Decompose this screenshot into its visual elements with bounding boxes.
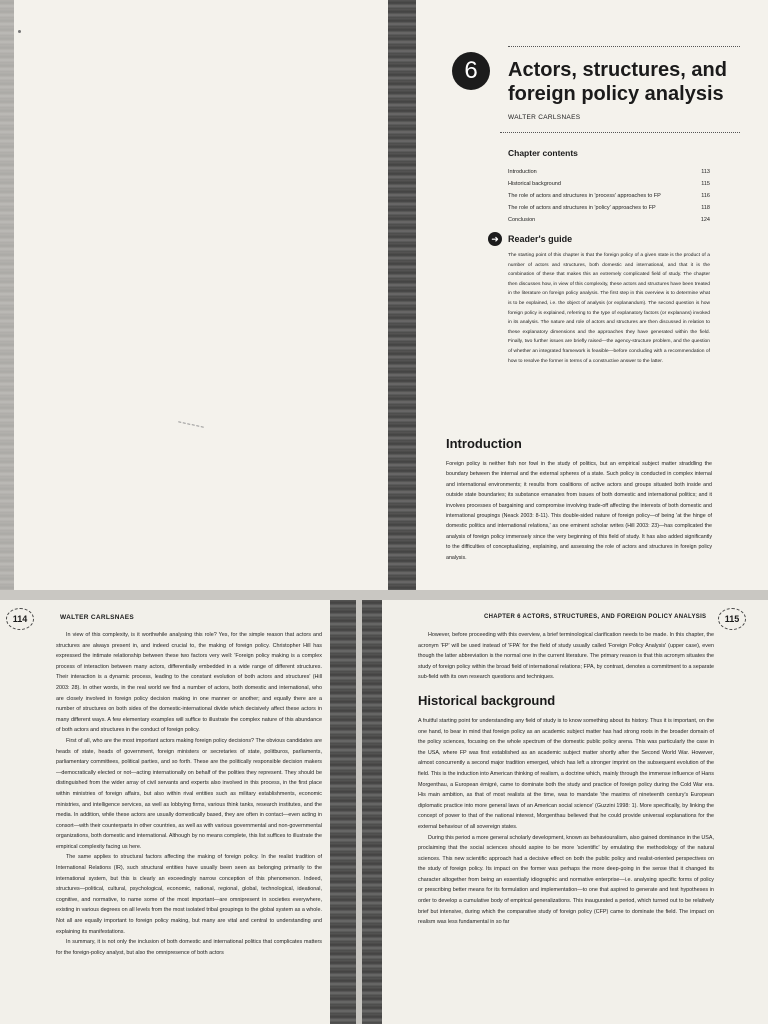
chapter-title-line1: Actors, structures, and (508, 59, 727, 81)
chapter-number-badge (452, 52, 490, 90)
toc-row[interactable]: Introduction 113 (508, 169, 710, 175)
right-page (362, 600, 768, 1024)
toc-row[interactable]: Historical background 115 (508, 181, 710, 187)
chapter-number: 6 (464, 57, 478, 84)
page-gutter-shadow (388, 0, 416, 590)
margin-mark (178, 421, 204, 427)
chapter-author: WALTER CARLSNAES (508, 114, 581, 121)
paragraph: In view of this complexity, is it worthwhile analysing this role? Yes, for the simple reason that actors and structures are always present in, and indeed crucial to, the making of foreign policy. Christopher Hill has expressed the intimate relationship between these two factors very well: 'Foreign policy making is a complex process of interaction between many actors, differentially embedded in a wide range of different structures. Their interaction is a dynamic process, leading to the constant evolution of both actors and structures' (Hill 2003: 28). In other words, in the real world we find a number of actors, both domestic and international, who are closely involved in foreign policy decision making in one manner or another; and equally there are a number of structures on both sides of the domestic-international divide which decisively affect these actors in many different ways. A few elementary examples will suffice to illustrate the complex nature of this abundance of both actors and structures in the conduct of foreign policy. (56, 632, 322, 734)
page-number: 115 (718, 608, 746, 630)
page-left-edge-shadow (0, 0, 14, 590)
readers-guide (488, 232, 710, 366)
page-gutter-shadow (362, 600, 382, 1024)
paragraph: In summary, it is not only the inclusion of both domestic and international politics that complicates matters for the foreign-policy analyst, but also the omnipresence of both actors (56, 939, 322, 956)
contents-heading: Chapter contents (508, 148, 578, 158)
right-page-body (418, 630, 714, 928)
chapter-contents (508, 148, 710, 226)
readers-guide-arrow-icon: ➜ (488, 232, 502, 246)
title-top-rule (508, 46, 740, 47)
readers-guide-heading: Reader's guide (508, 234, 573, 244)
introduction-text: Foreign policy is neither fish nor fowl in the study of politics, but an empirical subject matter straddling the boundary between the internal and the external spheres of a state. Such policy is conducted in complex internal and international environments; it results from coalitions of active actors and groups situated both inside and outside state boundaries; its substance emanates from issues of both domestic and international politics; and it involves processes of bargaining and compromise involving trade-off affecting the interests of both domestic and international groupings (Neack 2003: 8-11). This double-sided nature of foreign policy—of being 'at the hinge of domestic politics and international relations,' as one eminent scholar writes (Hill 2003: 23)—has complicated the analysis of foreign policy immensely since the very beginning of this field of study. It has also added significantly to the difficulties of conceptualizing, explaining, and assessing the role of actors and structures in foreign policy analysis. (446, 461, 712, 561)
historical-background-heading: Historical background (418, 692, 556, 708)
left-page-body (56, 630, 322, 958)
readers-guide-text: The starting point of this chapter is that the foreign policy of a given state is the product of a number of actors and structures, both domestic and international, and that it is the combination of these that makes this an extremely complicated field of study. The chapter then discusses how, in view of this complexity, these actors and structures have been treated in the literature on foreign policy analysis. The first step in this overview is to determine what is to be explained, i.e. the object of analysis (or explanandum). The second question is how foreign policy is explained, referring to the type of explanatory factors (or explanans) invoked in its analysis. The nature and role of actors and structures are then discussed in relation to these explanatory dimensions and the approaches they have generated within the field. Finally, two further issues are briefly raised—the agency-structure problem, and the question of whether an integrated framework is feasible—before concluding with a recommendation of how to resolve the former in terms of a constructive answer to the latter. (508, 253, 710, 364)
toc-row[interactable]: Conclusion 124 (508, 217, 710, 223)
margin-mark (18, 30, 21, 33)
toc-row[interactable]: The role of actors and structures in 'process' approaches to FP 116 (508, 193, 710, 199)
introduction-heading: Introduction (446, 436, 522, 451)
running-head: CHAPTER 6 ACTORS, STRUCTURES, AND FOREIGN POLICY ANALYSIS (484, 614, 707, 620)
chapter-title-line2: foreign policy analysis (508, 83, 724, 105)
paragraph: A fruitful starting point for understanding any field of study is to know something about its history. Thus it is important, on the one hand, to bear in mind that foreign policy as an academic subject matter has had strong roots in the broader domain of the policy sciences, focusing on the whole spectrum of the domestic public policy arena. This was particularly the case in the USA, where FP was first established as an academic subject matter shortly after the Second World War. However, almost concurrently a second major tradition emerged, which has left a stronger imprint on the subsequent evolution of the field. This is the induction into American thinking of realism, a doctrine which, mainly through the immense influence of Hans Morgenthau, a European émigré, came to dominate both the study and practice of foreign policy during the Cold War era. His main ambition, as that of most realists at the time, was to mandate 'the maxims of nineteenth century's European diplomatic practice into more general laws of an American social science' (Guzzini 1998: 1). More specifically, by linking the concept of power to that of the national interest, Morgenthau believed that he could provide universal explanations for the external behaviour of all sovereign states. (418, 717, 714, 830)
page-gutter-shadow (330, 600, 356, 1024)
paragraph: However, before proceeding with this overview, a brief terminological clarification needs to be made. In this chapter, the acronym 'FP' will be used instead of 'FPA' for the field of study usually called 'Foreign Policy Analysis' (upper case), even though the latter abbreviation is the normal one in the current literature. The primary reason is that this acronym situates the study of foreign policy within the broad field of international relations; FPA, by contrast, denotes a commitment to a separate sub-field with its own research questions and techniques. (418, 632, 714, 681)
introduction-section (446, 436, 712, 563)
running-head: WALTER CARLSNAES (60, 614, 135, 621)
chapter-title (508, 58, 727, 106)
paragraph: The same applies to structural factors affecting the making of foreign policy. In the realist tradition of International Relations (IR), such structural entities have usually been seen as belonging primarily to the international system, but this is clearly an exceedingly narrow conception of this phenomenon. Indeed, structures—political, cultural, psychological, economic, national, regional, global, technological, ideational, cognitive, and normative, to name some of the most important—are omnipresent in societies everywhere, existing in various degrees on all levels from the most isolated tribal groupings to the global system as a whole. Not all are equally important to foreign policy making, but many are vital and central to understanding and explaining its manifestations. (56, 854, 322, 935)
paragraph: During this period a more general scholarly development, known as behaviouralism, also gained dominance in the USA, proclaiming that the social sciences should aspire to be more 'scientific' by emulating the methodology of the natural sciences. This new scientific approach had a decisive effect on both the public policy and realist-oriented perspectives on the study of foreign policy. Its impact on the former was perhaps the more deep-going in the sense that it changed its character altogether from being an essentially idiographic and normative enterprise—i.e. analysing specific forms of policy or prescribing better means for its formulation and implementation—to one that aspired to generate and test hypotheses in order to develop a cumulative body of empirical generalizations. This inaugurated a period, which turned out to be relatively brief but intensive, during which the comparative study of foreign policy (CFP) came to dominate the field. The impact on realism was less fundamental in so far (418, 834, 714, 926)
paragraph: First of all, who are the most important actors making foreign policy decisions? The obvious candidates are heads of state, heads of government, foreign ministers or secretaries of state, politburos, parliaments, parliamentary committees, political parties, and so forth. These are the politically responsible decision makers—democratically elected or not—acting internationally on behalf of the polities they represent. They should be distinguished from the wider array of civil servants and experts also involved in this process, in the first place within ministries of foreign affairs, but also within rival entities such as military establishments, economic ministries, and intelligence services, as well as lobbying firms, various think tanks, research institutes, and the media. In addition, while these actors are usually domestically based, they are often in contact—even acting in consort—with their counterparts in other countries, as well as with various governmental and non-governmental organizations, both domestic and international. Although by no means complete, this list suffices to illustrate the empirical complexity facing us here. (56, 737, 322, 850)
toc-row[interactable]: The role of actors and structures in 'policy' approaches to FP 118 (508, 205, 710, 211)
page-number: 114 (6, 608, 34, 630)
left-page (0, 600, 356, 1024)
title-rule (500, 132, 740, 133)
